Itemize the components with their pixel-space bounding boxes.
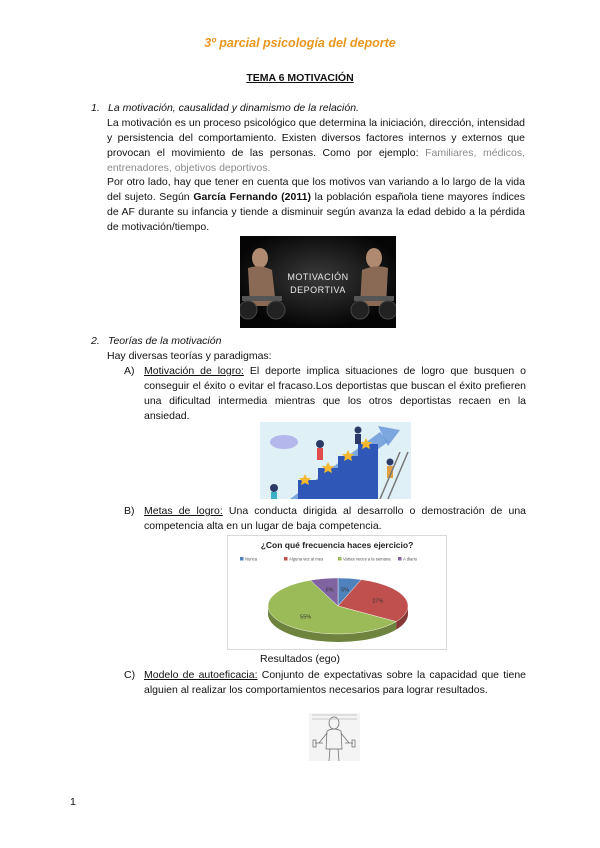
item-a-letter: A) — [124, 365, 135, 377]
legend-label-1: Alguna vez al mes — [289, 556, 324, 562]
motivacion-deportiva-image — [240, 236, 396, 328]
legend-swatch-3 — [398, 557, 402, 561]
section1-number: 1. — [91, 102, 100, 114]
section2-heading: Teorías de la motivación — [108, 335, 222, 347]
item-c-letter: C) — [124, 669, 136, 681]
legend-label-0: Nunca — [245, 556, 258, 562]
weightlifter-sketch — [309, 713, 360, 761]
item-a-text: El deporte implica situaciones de logro que busquen o conseguir el éxito o evitar el fracaso.Los deportistas que buscan el éxito prefieren una dificultad intermedia mientras que los otros deportistas recaen en la ansiedad. — [144, 365, 526, 422]
exercise-frequency-chart — [227, 535, 447, 650]
chart-title: ¿Con qué frecuencia haces ejercicio? — [260, 540, 414, 550]
item-b-text: Una conducta dirigida al desarrollo o demostración de una competencia alta en un lugar de baja competencia. — [144, 505, 526, 532]
image-text-line2: DEPORTIVA — [290, 285, 346, 295]
section1-para2-after: la población española tiene mayores índices de AF durante su infancia y tiende a disminuir según avanza la edad debido a la pérdida de motivación/tiempo. — [107, 191, 525, 233]
section1-para2-citation: García Fernando (2011) — [193, 191, 311, 203]
legend-swatch-2 — [338, 557, 342, 561]
pie-data-label-3: 6% — [325, 587, 334, 594]
pie-data-label-2: 55% — [300, 614, 312, 621]
item-a-term: Motivación de logro: — [144, 365, 244, 377]
athletes-illustration — [240, 236, 396, 328]
pie-data-label-0: 5% — [341, 587, 350, 594]
pie-slices — [268, 578, 408, 642]
chart-caption: Resultados (ego) — [260, 653, 340, 665]
section1-paragraph2 — [107, 175, 525, 235]
item-a-paragraph — [144, 364, 526, 424]
legend-label-2: Varias veces a la semana — [343, 556, 391, 562]
section1-para1-examples: Familiares, médicos, entrenadores, objetivos deportivos. — [107, 147, 525, 174]
legend-swatch-0 — [240, 557, 244, 561]
topic-title: TEMA 6 MOTIVACIÓN — [246, 72, 354, 84]
pie-chart-svg — [228, 536, 446, 649]
section2-intro: Hay diversas teorías y paradigmas: — [107, 350, 272, 362]
image-text-line1: MOTIVACIÓN — [287, 272, 349, 282]
success-staircase-image — [260, 422, 411, 499]
section1-para2-before: Por otro lado, hay que tener en cuenta que los motivos van variando a lo largo de la vida del sujeto. Según — [107, 176, 525, 203]
item-c-term: Modelo de autoeficacia: — [144, 669, 258, 681]
item-b-paragraph — [144, 504, 526, 534]
staircase-illustration — [260, 422, 411, 499]
section1-paragraph1 — [107, 116, 525, 176]
legend-label-3: A diario — [403, 556, 417, 562]
legend-swatch-1 — [284, 557, 288, 561]
item-c-text: Conjunto de expectativas sobre la capacidad que tiene alguien al realizar los comportamientos necesarios para lograr resultados. — [144, 669, 527, 696]
self-efficacy-sketch-image — [309, 713, 360, 761]
chart-legend — [240, 557, 418, 562]
document-header-title: 3º parcial psicología del deporte — [204, 36, 396, 50]
page-number: 1 — [70, 796, 76, 808]
item-b-letter: B) — [124, 505, 135, 517]
item-b-term: Metas de logro: — [144, 505, 223, 517]
section1-heading: La motivación, causalidad y dinamismo de la relación. — [108, 102, 359, 114]
item-c-paragraph — [144, 668, 526, 698]
pie-data-label-1: 27% — [372, 598, 384, 605]
section2-number: 2. — [91, 335, 100, 347]
section1-para1-text: La motivación es un proceso psicológico que determina la iniciación, dirección, intensidad y persistencia del comportamiento. Existen diversos factores internos y externos que provocan el movimiento de las personas. Como por ejemplo: — [107, 117, 525, 159]
